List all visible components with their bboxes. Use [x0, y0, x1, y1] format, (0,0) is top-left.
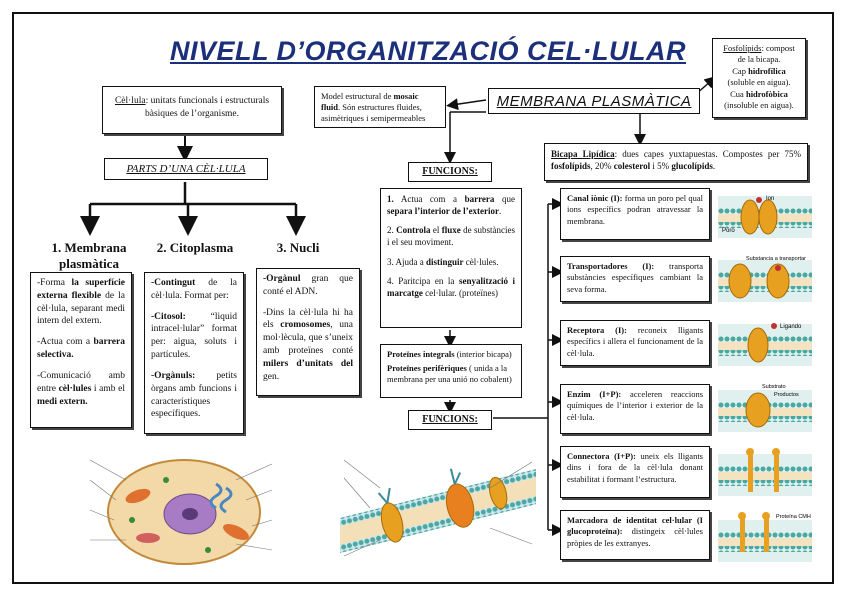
text: el — [430, 225, 442, 236]
text: -Actua com a — [37, 337, 94, 348]
text: distingeix cèl·lules pròpies de les extranyes. — [567, 526, 703, 548]
text-bold: senyalització i marcatge — [387, 275, 515, 298]
text-bold: Enzim (I+P): — [567, 389, 622, 399]
text: i amb el — [91, 383, 125, 394]
part-nucli-box — [256, 268, 360, 396]
text: . — [712, 161, 716, 172]
connector-illustration — [718, 448, 812, 496]
text: , 20% — [590, 161, 614, 172]
bilayer-box — [544, 143, 808, 181]
text: petits òrgans amb funcions i característiques específiques. — [151, 370, 237, 420]
text: 4. — [387, 275, 394, 286]
label-products: Productos — [774, 392, 799, 398]
mosaic-model-box — [314, 86, 446, 128]
text-bold: Controla — [396, 225, 431, 236]
text-bold: barrera selectiva. — [37, 337, 125, 361]
part-heading-membrane: 1. Membrana plasmàtica — [51, 240, 127, 271]
text-bold: -Citosol: — [151, 311, 186, 322]
funcions-label: FUNCIONS: — [422, 166, 478, 177]
text: (soluble en aigua). — [727, 77, 791, 88]
text-bold: Proteïnes integrals — [387, 349, 455, 359]
label-substrate: Substrato — [762, 384, 786, 390]
text: -Comunicació amb entre — [37, 370, 125, 394]
protein-func-enzim — [560, 384, 710, 434]
label-substance: Substancia a transportar — [746, 256, 806, 262]
text: Cua — [730, 88, 746, 99]
text: transporta substàncies específiques cambiant la seva forma. — [567, 261, 703, 294]
marker-illustration — [718, 512, 812, 562]
protein-types-box — [380, 344, 522, 398]
part-heading-nucli: 3. Nucli — [276, 240, 320, 255]
parts-title: PARTS D’UNA CÈL·LULA — [126, 163, 246, 175]
text: , una mol·lècula, que s’uneix amb proteïnes conté — [263, 320, 353, 357]
protein-func-transport — [560, 256, 710, 302]
funcions-list-box — [380, 188, 522, 328]
funcions2-label: FUNCIONS: — [422, 414, 478, 425]
text-bold: colesterol — [613, 161, 651, 172]
text-bold: Receptora (I): — [567, 325, 627, 335]
text-bold: -Contingut — [151, 278, 196, 288]
text-bold: Marcadora de identitat cel·lular (I glucoproteïna): — [567, 515, 703, 537]
text: cel·lular. (proteïnes) — [422, 287, 499, 298]
text: reconeix lligants específics i allera el funcionament de la cèl·lula. — [567, 325, 703, 358]
text-bold: -Orgànul — [263, 274, 301, 284]
text: gen. — [263, 371, 280, 382]
text: de substàncies i el seu moviment. — [387, 225, 515, 248]
text: de la cèl·lula. Format per: — [151, 278, 237, 301]
text: (insoluble en aigua). — [724, 100, 794, 111]
cell-def-text: : unitats funcionals i estructurals bàsiques de l’organisme. — [144, 96, 270, 119]
protein-func-connectora — [560, 446, 710, 498]
text: i 5% — [650, 161, 672, 172]
text: “liquid intracel·lular” format — [151, 311, 237, 335]
text-bold: mosaic fluid — [321, 91, 419, 113]
text: Ajuda a — [393, 256, 426, 267]
text: : compost de la bicapa. — [737, 43, 795, 65]
receptor-illustration — [718, 323, 812, 366]
text-bold: milers d’unitats del — [263, 358, 353, 369]
text: 3. — [387, 256, 394, 267]
text: uneix els lligants dins i fora de la cèl·lula donant estabilitat i formant l’estructura. — [567, 451, 703, 484]
text: Model estructural de — [321, 91, 394, 101]
text-bold: -Orgànuls: — [151, 370, 196, 381]
phospholipid-box — [712, 38, 806, 118]
text: -Dins la cèl·lula hi ha els — [263, 307, 353, 331]
membrane-title-box — [488, 88, 700, 114]
part-membrane-box — [30, 272, 132, 428]
label-cmh: Proteína CMH — [776, 514, 811, 520]
label-poro: Poro — [722, 228, 735, 234]
text: ( unida a la membrana per una unió no cobalent) — [387, 363, 512, 385]
cell-term: Cèl·lula — [114, 96, 146, 106]
text-bold: cèl·lules — [58, 383, 92, 394]
text: . — [499, 206, 502, 217]
label-ligand: Ligando — [780, 324, 802, 330]
text-bold: cromosomes — [280, 320, 331, 331]
text: : dues capes yuxtapuestas. Compostes per 75% — [614, 149, 801, 159]
text: Cap — [732, 65, 749, 76]
text: 1. — [387, 194, 394, 204]
text: Fosfolípids — [723, 43, 762, 53]
parts-title-box — [104, 158, 268, 180]
text-bold: glucolípids — [671, 161, 713, 172]
text: acceleren reaccions químiques de l’interior i exterior de la cèl·lula. — [567, 389, 704, 422]
text: 2. — [387, 225, 394, 236]
part-heading-citoplasma: 2. Citoplasma — [156, 240, 234, 255]
membrane-diagram-image — [340, 448, 536, 568]
text: forma un poro pel qual ions específics podran atravessar la membrana. — [567, 193, 704, 226]
text-bold: la superfície externa flexible — [37, 278, 125, 301]
text: . Són estructures fluides, asimètriques i semipermeables — [321, 102, 426, 124]
text-bold: Transportadores (I): — [567, 261, 655, 271]
text: de la cèl·lula, separant medi intern del extern. — [37, 290, 125, 327]
text-bold: distinguir — [426, 256, 464, 267]
text: Actua com a — [393, 194, 465, 204]
text-bold: Bicapa Lipídica — [551, 149, 615, 159]
funcions2-label-box — [408, 410, 492, 430]
canal-illustration — [718, 196, 812, 238]
text-bold: Proteïnes perifèriques — [387, 363, 467, 374]
text: Paritcipa en la — [393, 275, 459, 286]
text: gran que conté el ADN. — [263, 274, 353, 297]
protein-func-marcadora — [560, 510, 710, 560]
label-ion: Ion — [766, 196, 775, 202]
protein-illustrations — [718, 190, 812, 566]
text-bold: fluxe — [441, 225, 461, 236]
text-bold: Connectora (I+P): — [567, 451, 636, 461]
text: cèl·lules. — [463, 256, 499, 267]
text-bold: separa l’interior de l’exterior — [387, 206, 500, 217]
membrane-title: MEMBRANA PLASMÀTICA — [496, 93, 692, 110]
cell-definition-box — [102, 86, 282, 134]
text: que — [494, 194, 516, 204]
text-bold: barrera — [464, 194, 495, 204]
protein-func-canal — [560, 188, 710, 240]
text: per: aigua, soluts i partícules. — [151, 337, 237, 361]
text-bold: hidrofòbica — [745, 88, 788, 99]
animal-cell-image — [86, 440, 276, 576]
funcions-label-box — [408, 162, 492, 182]
enzyme-illustration — [718, 384, 812, 432]
text: (interior bicapa) — [454, 349, 512, 359]
text-bold: Canal iònic (I): — [567, 193, 623, 203]
protein-func-receptora — [560, 320, 710, 366]
part-citoplasma-box — [144, 272, 244, 434]
text-bold: hidrofílica — [748, 65, 786, 76]
poster-title: NIVELL D’ORGANITZACIÓ CEL·LULAR — [170, 36, 686, 66]
text-bold: fosfolípids — [551, 161, 591, 172]
transport-illustration — [718, 256, 812, 302]
text: -Forma — [37, 278, 72, 288]
text-bold: medi extern. — [37, 396, 88, 407]
